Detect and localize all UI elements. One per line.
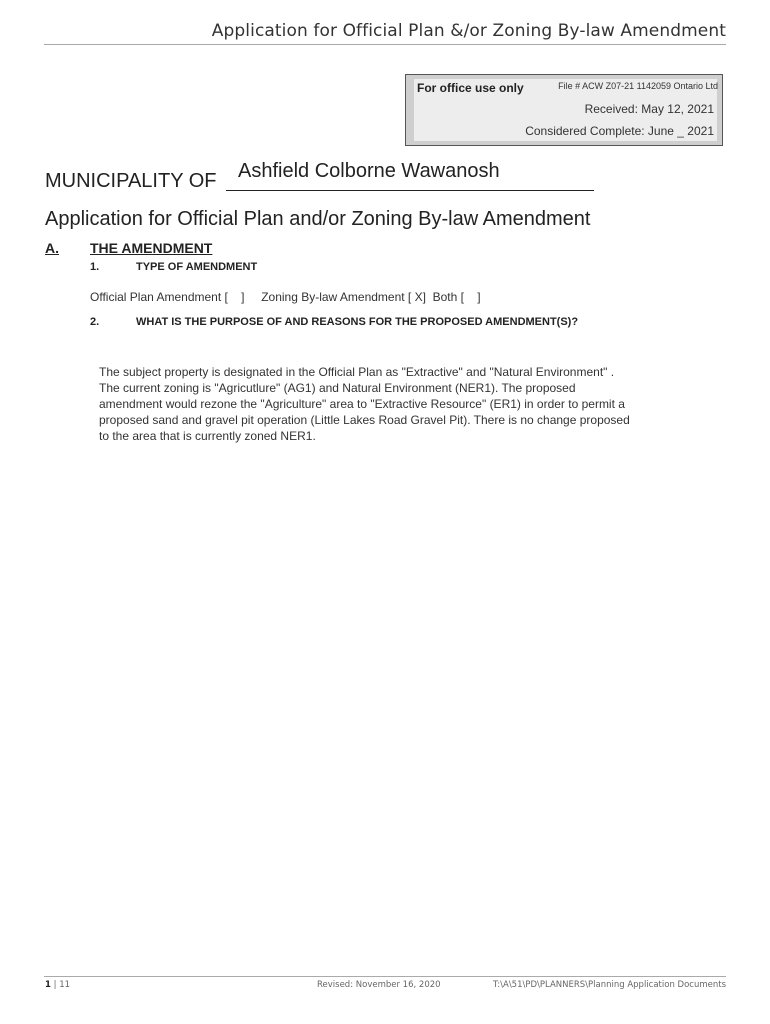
page-current: 1 [45, 980, 51, 990]
office-use-box [405, 74, 723, 146]
header-title: Application for Official Plan &/or Zoning By-law Amendment [211, 21, 726, 41]
question-2-title: WHAT IS THE PURPOSE OF AND REASONS FOR THE PROPOSED AMENDMENT(S)? [136, 316, 579, 328]
footer-divider [44, 976, 726, 977]
header-divider [44, 44, 726, 45]
municipality-underline [226, 190, 594, 191]
section-title: THE AMENDMENT [90, 240, 213, 256]
office-file-number: File # ACW Z07-21 1142059 Ontario Ltd [558, 81, 718, 91]
purpose-answer-field[interactable] [99, 364, 669, 444]
amendment-type-options[interactable]: Official Plan Amendment [ ] Zoning By-law Amendment [ X] Both [ ] [90, 290, 481, 304]
office-received-date: Received: May 12, 2021 [584, 102, 714, 116]
revised-date: Revised: November 16, 2020 [317, 980, 441, 990]
answer-line: The subject property is designated in the Official Plan as "Extractive" and "Natural Environment" . [99, 365, 615, 379]
page-total: | 11 [53, 980, 71, 990]
page-number [45, 980, 70, 990]
question-2-number: 2. [90, 316, 100, 328]
answer-line: proposed sand and gravel pit operation (Little Lakes Road Gravel Pit). There is no change proposed [99, 413, 630, 427]
question-1-title: TYPE OF AMENDMENT [136, 261, 258, 273]
office-complete-date: Considered Complete: June _ 2021 [525, 124, 714, 138]
section-letter: A. [45, 240, 59, 256]
municipality-label: MUNICIPALITY OF [45, 170, 217, 192]
question-1-number: 1. [90, 261, 100, 273]
answer-line: amendment would rezone the "Agriculture" area to "Extractive Resource" (ER1) in order to permit a [99, 397, 625, 411]
document-path: T:\A\51\PD\PLANNERS\Planning Application Documents [493, 980, 726, 990]
application-title: Application for Official Plan and/or Zoning By-law Amendment [45, 208, 591, 230]
municipality-field[interactable]: Ashfield Colborne Wawanosh [238, 160, 500, 182]
answer-line: to the area that is currently zoned NER1. [99, 429, 316, 443]
answer-line: The current zoning is "Agricutlure" (AG1) and Natural Environment (NER1). The proposed [99, 381, 576, 395]
office-use-label: For office use only [417, 81, 524, 95]
